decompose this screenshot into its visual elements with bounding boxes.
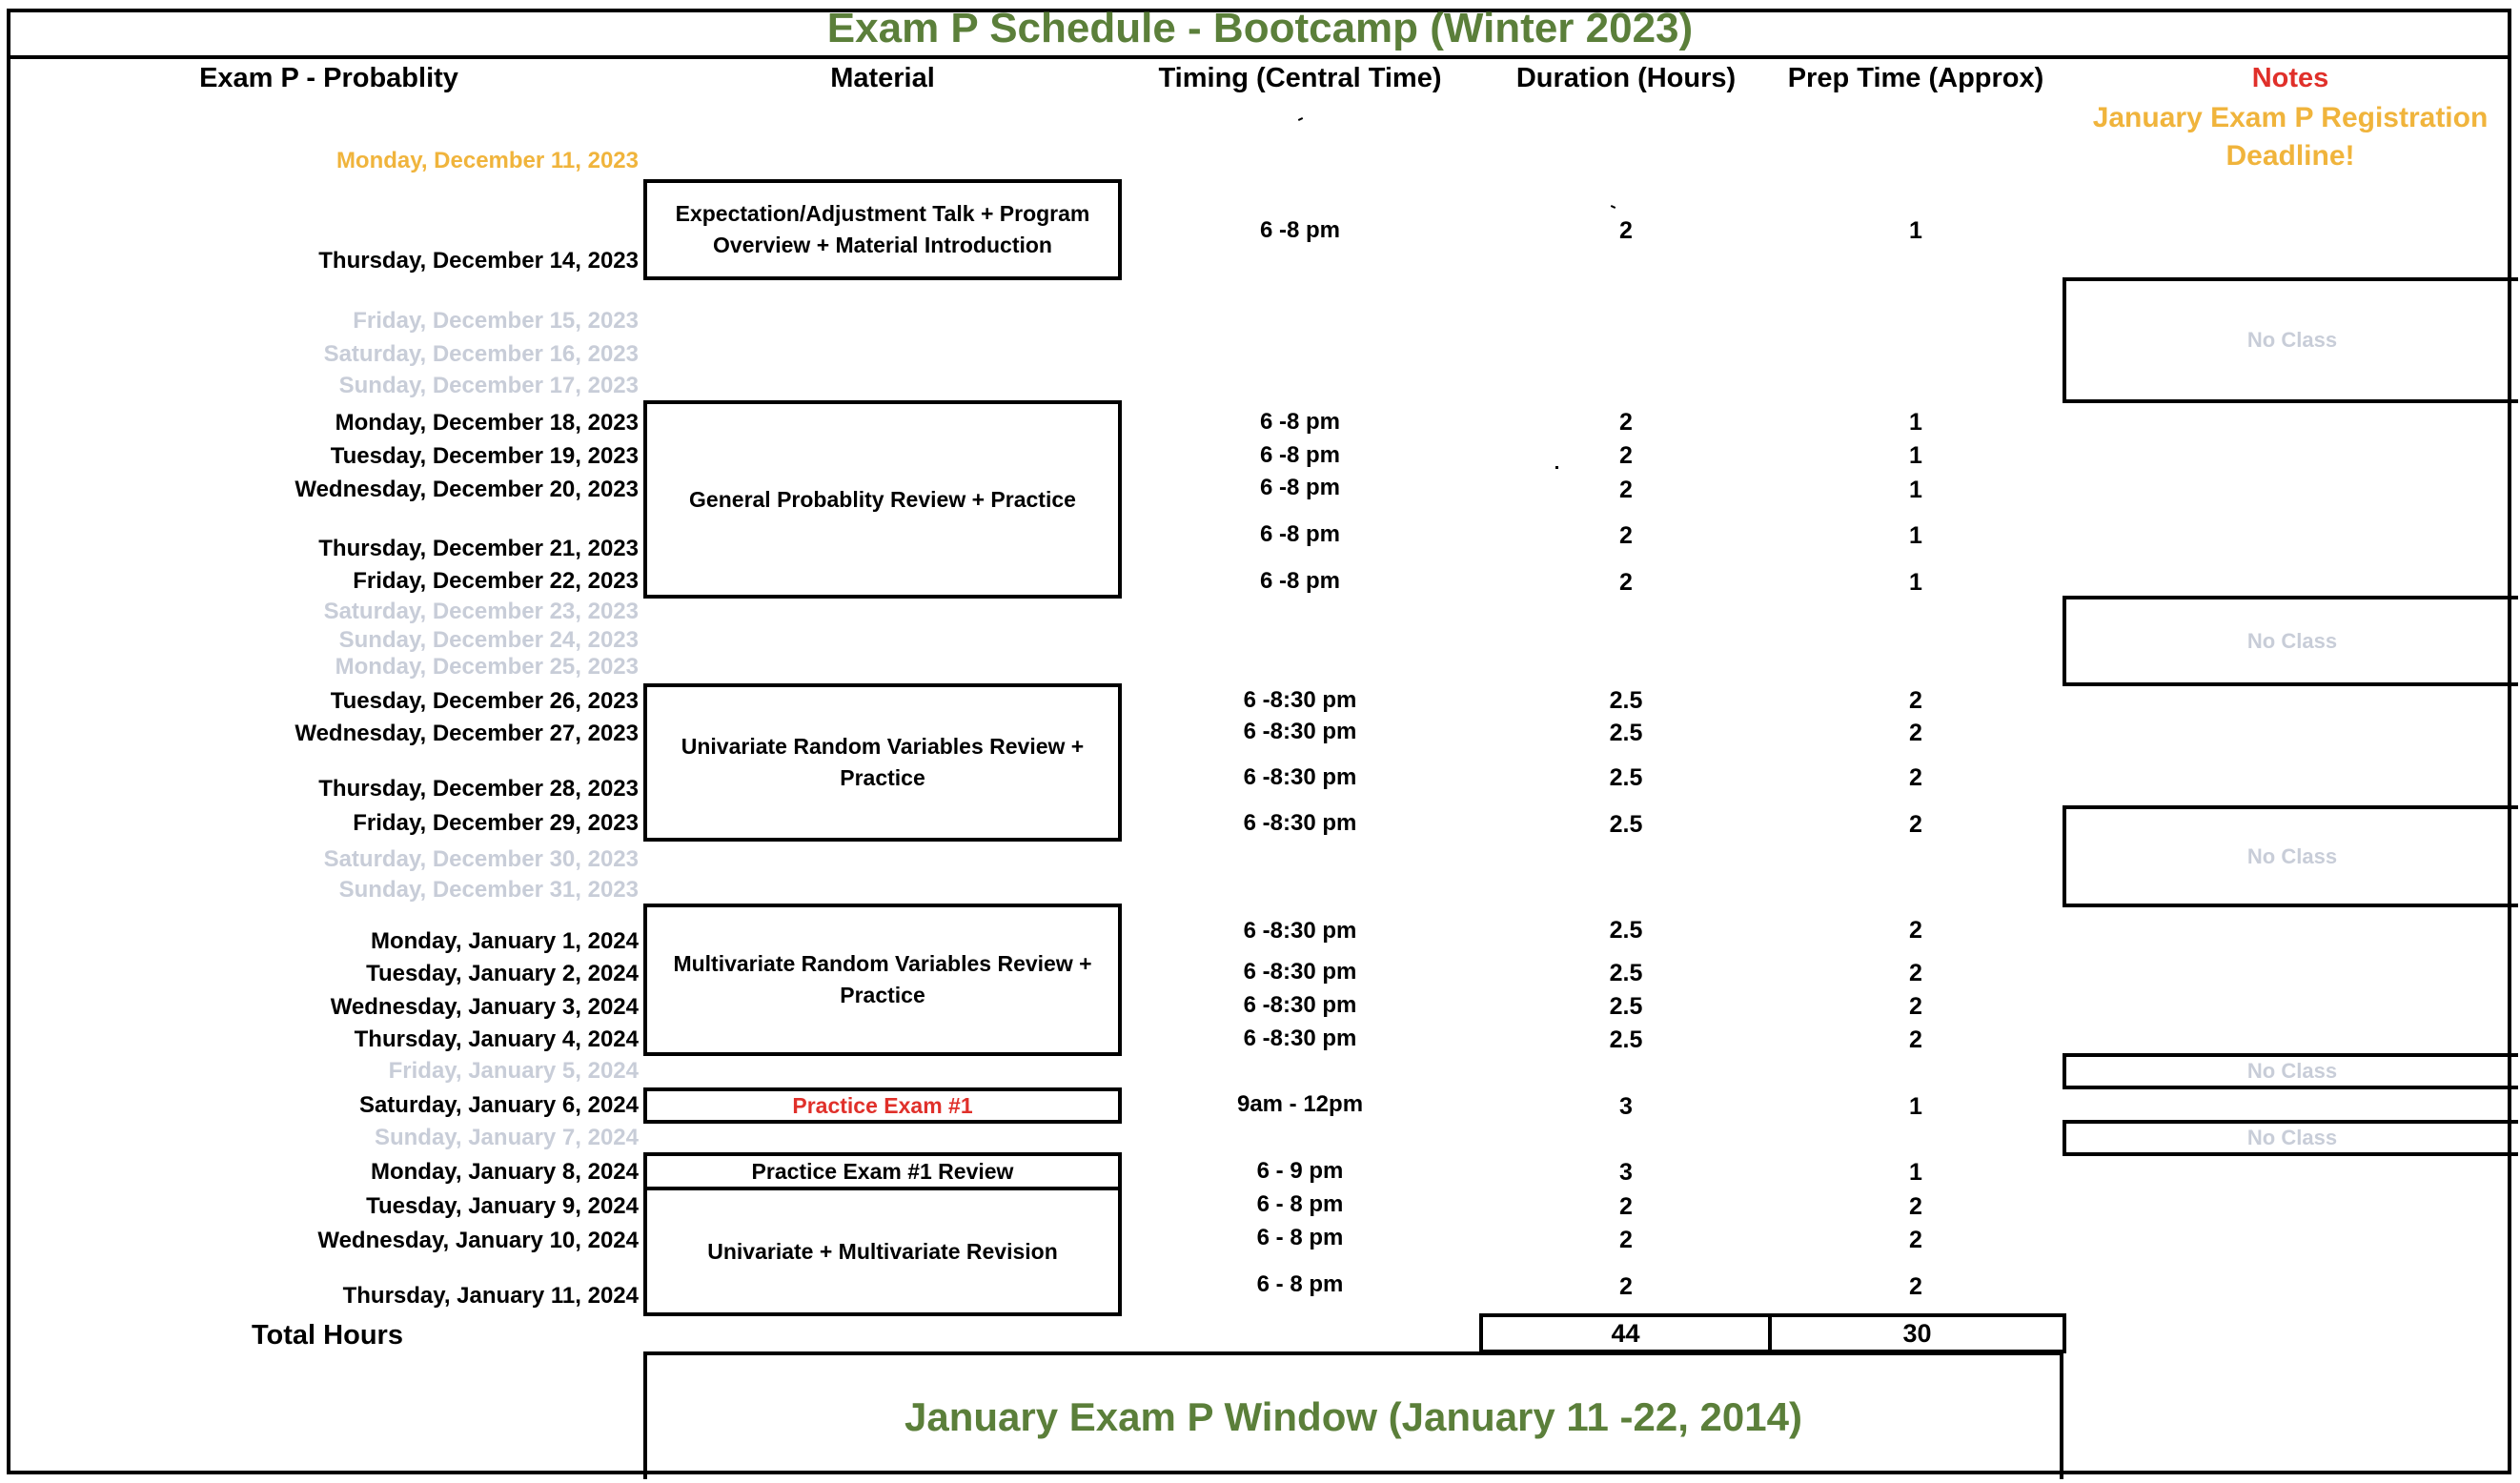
session-prep: 2	[1909, 1193, 1922, 1220]
date-label: Friday, January 5, 2024	[388, 1058, 639, 1084]
session-duration: 2	[1619, 477, 1633, 503]
no-class-note: No Class	[2063, 805, 2518, 907]
session-timing: 6 -8 pm	[1259, 442, 1341, 468]
session-duration: 2.5	[1609, 917, 1643, 944]
date-label: Saturday, December 23, 2023	[323, 599, 639, 624]
session-timing: 6 -8:30 pm	[1243, 918, 1357, 944]
stray-mark	[1555, 466, 1558, 469]
date-label: Tuesday, January 9, 2024	[366, 1193, 639, 1219]
date-label: Tuesday, January 2, 2024	[366, 961, 639, 986]
session-prep: 2	[1909, 993, 1922, 1020]
material-intro: Expectation/Adjustment Talk + Program Overview + Material Introduction	[643, 179, 1122, 280]
session-timing: 9am - 12pm	[1236, 1091, 1364, 1117]
session-timing: 6 -8:30 pm	[1243, 810, 1357, 836]
total-duration: 44	[1479, 1313, 1772, 1353]
session-prep: 1	[1909, 569, 1922, 596]
session-duration: 3	[1619, 1159, 1633, 1186]
session-timing: 6 - 8 pm	[1256, 1271, 1344, 1297]
material-general-probability: General Probablity Review + Practice	[643, 400, 1122, 599]
session-prep: 1	[1909, 1093, 1922, 1120]
session-prep: 1	[1909, 477, 1922, 503]
date-label: Monday, December 11, 2023	[335, 148, 639, 173]
session-timing: 6 -8:30 pm	[1243, 764, 1357, 790]
date-label: Monday, January 1, 2024	[370, 928, 639, 954]
session-duration: 2.5	[1609, 1026, 1643, 1053]
material-practice-exam-review: Practice Exam #1 Review	[643, 1152, 1122, 1190]
session-timing: 6 -8:30 pm	[1243, 992, 1357, 1018]
no-class-note: No Class	[2063, 596, 2518, 686]
session-prep: 1	[1909, 1159, 1922, 1186]
date-label: Wednesday, December 20, 2023	[295, 477, 639, 502]
session-duration: 2	[1619, 1273, 1633, 1300]
session-prep: 2	[1909, 764, 1922, 791]
session-prep: 2	[1909, 1026, 1922, 1053]
registration-deadline-note: January Exam P Registration Deadline!	[2092, 102, 2489, 172]
date-label: Friday, December 29, 2023	[353, 810, 639, 836]
material-practice-exam: Practice Exam #1	[643, 1087, 1122, 1124]
session-prep: 1	[1909, 442, 1922, 469]
session-timing: 6 -8 pm	[1259, 217, 1341, 243]
no-class-note: No Class	[2063, 1120, 2518, 1156]
session-timing: 6 - 8 pm	[1256, 1225, 1344, 1250]
date-label: Tuesday, December 26, 2023	[330, 688, 639, 714]
session-timing: 6 - 9 pm	[1256, 1158, 1344, 1184]
session-timing: 6 -8 pm	[1259, 475, 1341, 500]
session-duration: 2.5	[1609, 811, 1643, 838]
session-duration: 2	[1619, 217, 1633, 244]
session-duration: 2	[1619, 409, 1633, 436]
date-label: Wednesday, January 3, 2024	[330, 994, 639, 1020]
date-label: Thursday, January 4, 2024	[354, 1026, 639, 1052]
exam-window-banner: January Exam P Window (January 11 -22, 2014)	[643, 1351, 2063, 1479]
date-label: Sunday, January 7, 2024	[374, 1125, 639, 1150]
date-label: Friday, December 22, 2023	[353, 568, 639, 594]
header-prep: Prep Time (Approx)	[1787, 63, 2044, 93]
date-label: Wednesday, January 10, 2024	[317, 1228, 639, 1253]
session-duration: 2	[1619, 442, 1633, 469]
material-multivariate: Multivariate Random Variables Review + Practice	[643, 904, 1122, 1056]
session-prep: 1	[1909, 409, 1922, 436]
session-prep: 1	[1909, 522, 1922, 549]
no-class-note: No Class	[2063, 1053, 2518, 1089]
session-prep: 2	[1909, 960, 1922, 986]
material-revision: Univariate + Multivariate Revision	[643, 1187, 1122, 1316]
session-prep: 2	[1909, 1227, 1922, 1253]
session-prep: 2	[1909, 720, 1922, 746]
session-prep: 2	[1909, 917, 1922, 944]
session-timing: 6 -8:30 pm	[1243, 959, 1357, 985]
total-hours-label: Total Hours	[252, 1320, 403, 1351]
session-duration: 3	[1619, 1093, 1633, 1120]
date-label: Wednesday, December 27, 2023	[295, 721, 639, 746]
date-label: Monday, December 18, 2023	[335, 410, 639, 436]
session-timing: 6 -8:30 pm	[1243, 1026, 1357, 1051]
session-duration: 2.5	[1609, 764, 1643, 791]
session-prep: 2	[1909, 811, 1922, 838]
date-label: Friday, December 15, 2023	[353, 308, 639, 334]
session-prep: 2	[1909, 687, 1922, 714]
date-label: Monday, December 25, 2023	[335, 654, 639, 680]
page-title: Exam P Schedule - Bootcamp (Winter 2023)	[826, 5, 1694, 51]
no-class-note: No Class	[2063, 277, 2518, 403]
date-label: Thursday, December 28, 2023	[318, 776, 639, 802]
session-timing: 6 -8 pm	[1259, 568, 1341, 594]
header-notes: Notes	[2251, 63, 2329, 93]
session-duration: 2	[1619, 1193, 1633, 1220]
session-duration: 2.5	[1609, 687, 1643, 714]
total-prep: 30	[1768, 1313, 2066, 1353]
date-label: Sunday, December 24, 2023	[338, 627, 639, 653]
date-label: Sunday, December 17, 2023	[338, 373, 639, 398]
session-timing: 6 -8 pm	[1259, 409, 1341, 435]
date-label: Thursday, December 14, 2023	[318, 248, 639, 274]
date-label: Saturday, December 30, 2023	[323, 846, 639, 872]
header-exam: Exam P - Probablity	[199, 63, 458, 93]
session-timing: 6 -8 pm	[1259, 521, 1341, 547]
date-label: Monday, January 8, 2024	[370, 1159, 639, 1185]
date-label: Thursday, December 21, 2023	[318, 536, 639, 561]
session-duration: 2.5	[1609, 960, 1643, 986]
session-timing: 6 -8:30 pm	[1243, 719, 1357, 744]
material-univariate: Univariate Random Variables Review + Practice	[643, 683, 1122, 842]
session-prep: 1	[1909, 217, 1922, 244]
session-duration: 2	[1619, 1227, 1633, 1253]
header-duration: Duration (Hours)	[1515, 63, 1737, 93]
session-timing: 6 - 8 pm	[1256, 1191, 1344, 1217]
date-label: Saturday, December 16, 2023	[323, 341, 639, 367]
session-duration: 2	[1619, 569, 1633, 596]
session-timing: 6 -8:30 pm	[1243, 687, 1357, 713]
session-duration: 2.5	[1609, 993, 1643, 1020]
session-duration: 2.5	[1609, 720, 1643, 746]
header-material: Material	[830, 63, 935, 93]
date-label: Saturday, January 6, 2024	[358, 1092, 639, 1118]
date-label: Thursday, January 11, 2024	[342, 1283, 639, 1309]
date-label: Tuesday, December 19, 2023	[330, 443, 639, 469]
session-duration: 2	[1619, 522, 1633, 549]
session-prep: 2	[1909, 1273, 1922, 1300]
date-label: Sunday, December 31, 2023	[338, 877, 639, 903]
header-timing: Timing (Central Time)	[1158, 63, 1442, 93]
